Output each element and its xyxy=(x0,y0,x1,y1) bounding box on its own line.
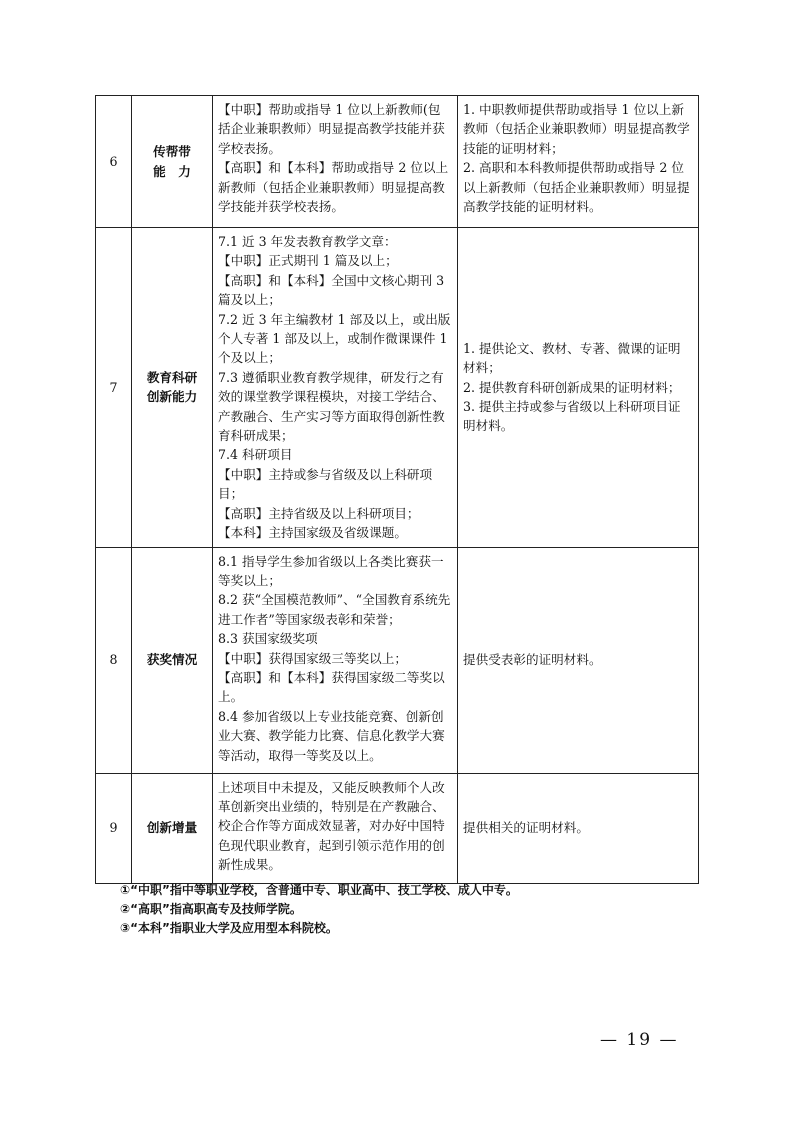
row-materials: 1. 中职教师提供帮助或指导 1 位以上新教师（包括企业兼职教师）明显提高教学技能的证明材料； 2. 高职和本科教师提供帮助或指导 2 位以上新教师（包括企业兼职教师）明显提高教学技能的证明材料。 xyxy=(458,96,699,228)
row-category: 获奖情况 xyxy=(132,547,213,773)
footnote: ②“高职”指高职高专及技师学院。 xyxy=(120,902,302,916)
table-row xyxy=(96,228,699,548)
row-category: 创新增量 xyxy=(132,773,213,883)
row-number: 9 xyxy=(96,773,132,883)
table-row xyxy=(96,773,699,883)
row-number: 7 xyxy=(96,228,132,548)
row-category: 教育科研 创新能力 xyxy=(132,228,213,548)
table-row xyxy=(96,96,699,228)
page-number: — 19 — xyxy=(600,1030,679,1050)
row-materials: 提供受表彰的证明材料。 xyxy=(458,547,699,773)
footnotes xyxy=(120,881,518,938)
row-number: 6 xyxy=(96,96,132,228)
row-number: 8 xyxy=(96,547,132,773)
row-requirements: 8.1 指导学生参加省级以上各类比赛获一等奖以上； 8.2 获“全国模范教师”、“全国教育系统先进工作者”等国家级表彰和荣誉； 8.3 获国家级奖项 【中职】获得国家级三等奖以上； 【高职】和【本科】获得国家级二等奖以上。 8.4 参加省级以上专业技能竞赛、创新创业大赛、教学能力比赛、信息化教学大赛等活动，取得一等奖及以上。 xyxy=(213,547,458,773)
row-requirements: 7.1 近 3 年发表教育教学文章： 【中职】正式期刊 1 篇及以上； 【高职】和【本科】全国中文核心期刊 3 篇及以上； 7.2 近 3 年主编教材 1 部及以上，或出版个人专著 1 部及以上，或制作微课课件 1 个及以上； 7.3 遵循职业教育教学规律，研发行之有效的课堂教学课程模块，对接工学结合、产教融合、生产实习等方面取得创新性教育科研成果； 7.4 科研项目 【中职】主持或参与省级及以上科研项目； 【高职】主持省级及以上科研项目； 【本科】主持国家级及省级课题。 xyxy=(213,228,458,548)
row-materials: 1. 提供论文、教材、专著、微课的证明材料； 2. 提供教育科研创新成果的证明材料； 3. 提供主持或参与省级以上科研项目证明材料。 xyxy=(458,228,699,548)
row-materials: 提供相关的证明材料。 xyxy=(458,773,699,883)
footnote: ③“本科”指职业大学及应用型本科院校。 xyxy=(120,921,338,935)
row-requirements: 上述项目中未提及，又能反映教师个人改革创新突出业绩的，特别是在产教融合、校企合作等方面成效显著，对办好中国特色现代职业教育，起到引领示范作用的创新性成果。 xyxy=(213,773,458,883)
row-requirements: 【中职】帮助或指导 1 位以上新教师(包括企业兼职教师）明显提高教学技能并获学校表扬。 【高职】和【本科】帮助或指导 2 位以上新教师（包括企业兼职教师）明显提高教学技能并获学校表扬。 xyxy=(213,96,458,228)
row-category: 传帮带 能 力 xyxy=(132,96,213,228)
footnote: ①“中职”指中等职业学校，含普通中专、职业高中、技工学校、成人中专。 xyxy=(120,883,518,897)
criteria-table xyxy=(95,95,699,884)
table-row xyxy=(96,547,699,773)
